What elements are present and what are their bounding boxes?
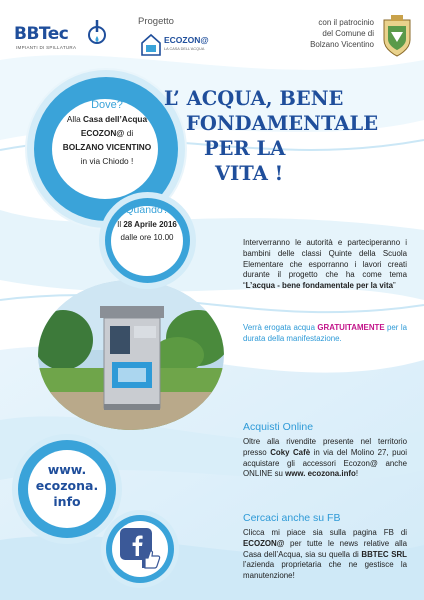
- intro-text: Interverranno le autorità e parteciperanno i bambini delle classi Quinte della Scuola Elementare che esporranno i lavori creati durante il progetto che ha come tema “: [243, 238, 407, 291]
- www-line-3: info: [53, 494, 81, 509]
- intro-end: ”: [392, 281, 396, 291]
- kiosk-image: [38, 280, 224, 430]
- bbtec-subtitle: IMPIANTI DI SPILLATURA: [16, 45, 77, 50]
- coky-cafe: Coky Cafè: [270, 447, 311, 457]
- fb-ecozona: ECOZON@: [243, 538, 285, 548]
- fb-t3: l’azienda proprietaria che ne gestisce la manutenzione!: [243, 560, 407, 581]
- facebook-like-icon[interactable]: [118, 526, 162, 570]
- acquisti-paragraph: [243, 437, 407, 480]
- fb-bbtec: BBTEC SRL: [361, 549, 407, 559]
- progetto-label: Progetto: [138, 16, 174, 27]
- headline-line-4: VITA !: [215, 162, 284, 185]
- ecozona-text: ECOZON@: [80, 128, 125, 138]
- dove-prefix: Alla: [66, 114, 84, 124]
- event-time: dalle ore 10.00: [120, 233, 174, 242]
- www-line-1: www.: [47, 462, 87, 477]
- town-text: BOLZANO VICENTINO: [62, 142, 152, 152]
- event-date: 28 Aprile 2016: [123, 219, 177, 229]
- kiosk-photo: [38, 280, 224, 430]
- municipal-crest-icon: [380, 14, 414, 58]
- acquisti-t3: !: [355, 469, 359, 479]
- dove-di: di: [124, 128, 134, 138]
- acquisti-title: Acquisti Online: [243, 421, 314, 433]
- casa-acqua-text: Casa dell’Acqua: [83, 114, 148, 124]
- patrocinio-line: del Comune di: [322, 29, 374, 38]
- headline-line-3: PER LA: [204, 137, 286, 160]
- fb-t1: Clicca mi piace sia sulla pagina FB di: [243, 528, 407, 537]
- bbtec-name: BBTec: [14, 24, 69, 44]
- patrocinio-text: [282, 17, 374, 50]
- free-highlight: GRATUITAMENTE: [317, 323, 385, 332]
- acquisti-t1: Oltre alla rivendite presente nel territorio presso: [243, 437, 407, 457]
- patrocinio-line: con il patrocinio: [318, 18, 374, 27]
- dove-label: Dove?: [91, 99, 123, 111]
- theme-text: L’acqua - bene fondamentale per la vita: [245, 281, 393, 291]
- address-text: in via Chiodo !: [80, 156, 134, 166]
- fb-t2: per tutte le news relative alla Casa dell’Acqua, sia su quella di: [243, 538, 407, 559]
- quando-label: Quando?: [125, 204, 169, 216]
- headline-line-1: L’ ACQUA, BENE: [164, 87, 344, 110]
- intro-paragraph: [243, 238, 407, 292]
- acquisti-t2: in via del Molino 27, puoi acquistare gli accessori Ecozon@ anche ONLINE su: [243, 447, 407, 479]
- ecozona-website-link[interactable]: www. ecozona.info: [285, 469, 356, 479]
- www-line-2: ecozona.: [35, 478, 99, 493]
- ecozona-logo: [140, 33, 220, 59]
- ecozona-tagline: LA CASA DELL'ACQUA: [164, 47, 205, 51]
- patrocinio-line: Bolzano Vicentino: [310, 40, 374, 49]
- headline-line-2: FONDAMENTALE: [186, 112, 379, 135]
- fb-paragraph: [243, 528, 407, 582]
- tap-drop-icon: [87, 18, 107, 46]
- website-link[interactable]: [24, 462, 110, 510]
- quando-info: [110, 204, 184, 245]
- free-text-2: per la durata della manifestazione.: [243, 323, 407, 343]
- ecozona-name: ECOZON@: [164, 35, 209, 45]
- quando-prefix: Il: [117, 219, 124, 229]
- dove-info: [50, 98, 164, 168]
- bbtec-logo: [14, 18, 110, 58]
- free-text-1: Verrà erogata acqua: [243, 323, 318, 332]
- house-icon: [140, 33, 162, 57]
- fb-title: Cercaci anche su FB: [243, 512, 341, 524]
- free-water-paragraph: [243, 323, 407, 345]
